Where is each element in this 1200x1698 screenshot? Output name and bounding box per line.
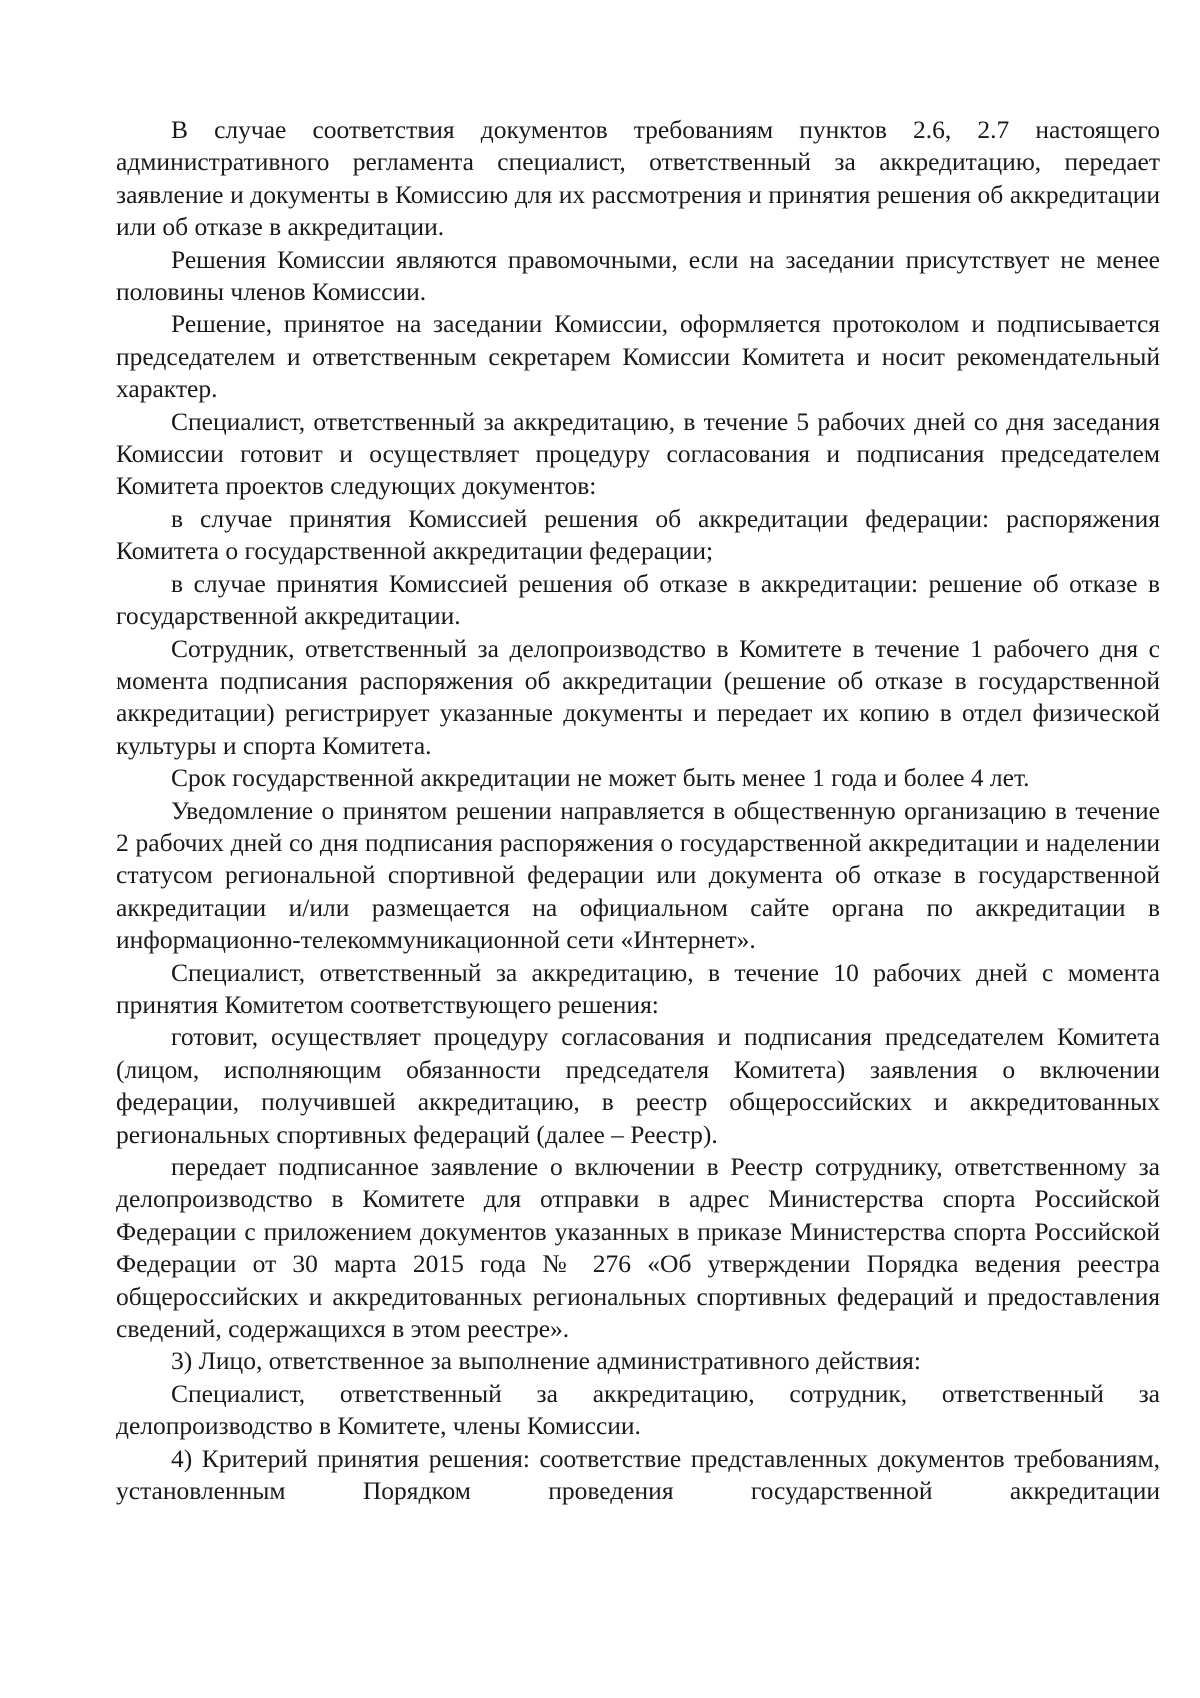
paragraph: Решения Комиссии являются правомочными, если на заседании присутствует не менее половины членов Комиссии. xyxy=(116,244,1160,307)
paragraph: Срок государственной аккредитации не может быть менее 1 года и более 4 лет. xyxy=(171,763,1030,793)
paragraph: В случае соответствия документов требованиям пунктов 2.6, 2.7 настоящего административного регламента специалист, ответственный за аккредитацию, передает заявление и документы в Комиссию для их рассмотрения и принятия решения об аккредитации или об отказе в аккредитации. xyxy=(116,115,1160,242)
paragraph: Решение, принятое на заседании Комиссии, оформляется протоколом и подписывается председателем и ответственным секретарем Комиссии Комитета и носит рекомендательный характер. xyxy=(116,309,1160,404)
document-page xyxy=(116,114,1160,1507)
paragraph: 3) Лицо, ответственное за выполнение административного действия: xyxy=(171,1346,921,1376)
paragraph: 4) Критерий принятия решения: соответствие представленных документов требованиям, установленным Порядком проведения государственной аккредитации xyxy=(116,1443,1160,1506)
paragraph: в случае принятия Комиссией решения об аккредитации федерации: распоряжения Комитета о государственной аккредитации федерации; xyxy=(116,503,1160,566)
paragraph: Специалист, ответственный за аккредитацию, в течение 10 рабочих дней с момента принятия Комитетом соответствующего решения: xyxy=(116,957,1160,1019)
paragraph: Специалист, ответственный за аккредитацию, сотрудник, ответственный за делопроизводство в Комитете, члены Комиссии. xyxy=(116,1378,1160,1441)
paragraph: готовит, осуществляет процедуру согласования и подписания председателем Комитета (лицом, исполняющим обязанности председателя Комитета) заявления о включении федерации, получившей аккредитацию, в реестр общероссийских и аккредитованных региональных спортивных федераций (далее – Реестр). xyxy=(116,1022,1160,1149)
paragraph: Специалист, ответственный за аккредитацию, в течение 5 рабочих дней со дня заседания Комиссии готовит и осуществляет процедуру согласования и подписания председателем Комитета проектов следующих документов: xyxy=(116,406,1160,501)
paragraph: в случае принятия Комиссией решения об отказе в аккредитации: решение об отказе в государственной аккредитации. xyxy=(116,568,1160,631)
paragraph: Уведомление о принятом решении направляется в общественную организацию в течение 2 рабочих дней со дня подписания распоряжения о государственной аккредитации и наделении статусом региональной спортивной федерации или документа об отказе в государственной аккредитации и/или размещается на официальном сайте органа по аккредитации в информационно-телекоммуникационной сети «Интернет». xyxy=(116,795,1160,955)
paragraph: передает подписанное заявление о включении в Реестр сотруднику, ответственному за делопроизводство в Комитете для отправки в адрес Министерства спорта Российской Федерации с приложением документов указанных в приказе Министерства спорта Российской Федерации от 30 марта 2015 года № 276 «Об утверждении Порядка ведения реестра общероссийских и аккредитованных региональных спортивных федераций и предоставления сведений, содержащихся в этом реестре». xyxy=(116,1152,1160,1344)
paragraph: Сотрудник, ответственный за делопроизводство в Комитете в течение 1 рабочего дня с момента подписания распоряжения об аккредитации (решение об отказе в государственной аккредитации) регистрирует указанные документы и передает их копию в отдел физической культуры и спорта Комитета. xyxy=(116,633,1160,760)
